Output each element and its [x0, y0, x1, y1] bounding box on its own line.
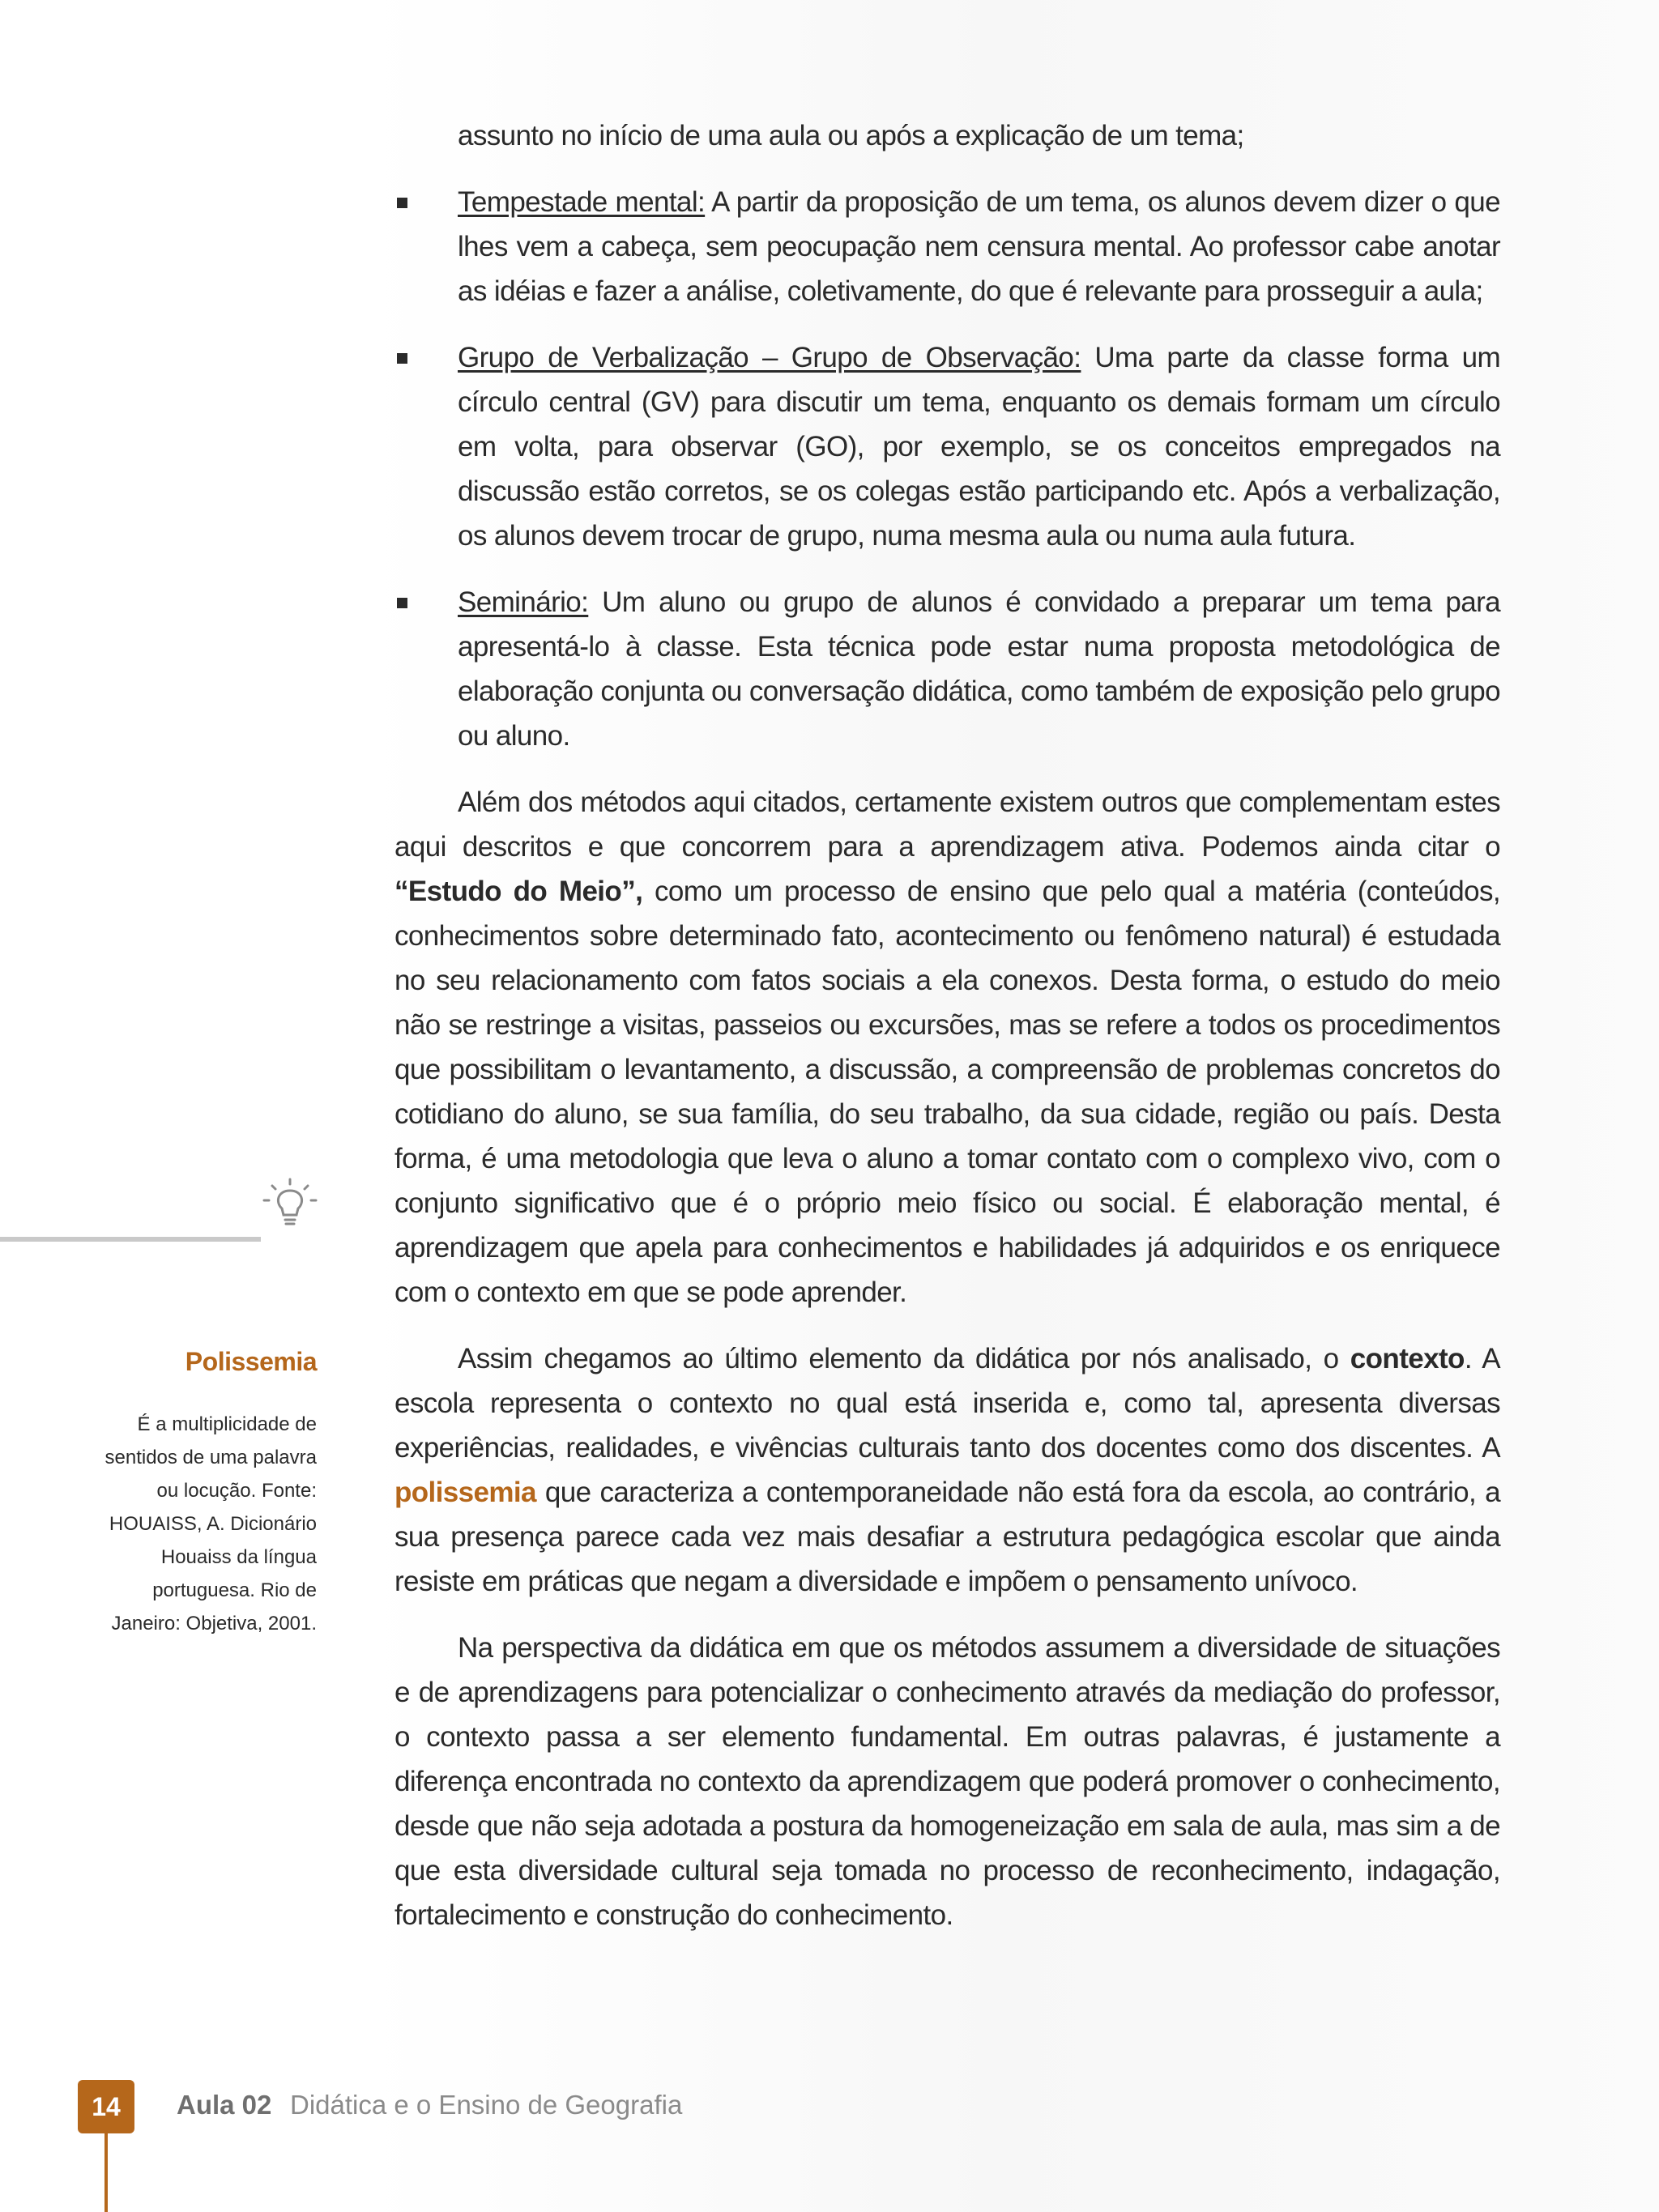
paragraph-perspectiva: Na perspectiva da didática em que os métodos assumem a diversidade de situações e de aprendizagens para potencializar o conhecimento através da mediação do professor, o contexto passa a ser elemento fundamental. Em outras palavras, é justamente a diferença encontrada no contexto da aprendizagem que poderá promover o conhecimento, desde que não seja adotada a postura da homogeneização em sala de aula, mas sim a de que esta diversidade cultural seja tomada no processo de reconhecimento, indagação, fortalecimento e construção do conhecimento.	[394, 1632, 1500, 1931]
bullet-square-icon	[397, 598, 407, 608]
bullet-square-icon	[397, 353, 407, 364]
bullet-term: Tempestade mental:	[458, 186, 706, 218]
sidebar-rule	[0, 1237, 261, 1242]
bullet-text: Um aluno ou grupo de alunos é convidado a preparar um tema para apresentá-lo à classe. Esta técnica pode estar numa proposta metodológica de elaboração conjunta ou conversação didática, como também de exposição pelo grupo ou aluno.	[458, 586, 1500, 752]
footer-accent-line	[104, 2122, 108, 2212]
paragraph-text: Assim chegamos ao último elemento da didática por nós analisado, o	[458, 1343, 1350, 1375]
bullet-text: A partir da proposição de um tema, os alunos devem dizer o que lhes vem a cabeça, sem peocupação nem censura mental. Ao professor cabe anotar as idéias e fazer a análise, coletivamente, do que é relevante para prosseguir a aula;	[458, 186, 1500, 307]
paragraph-text: Além dos métodos aqui citados, certamente existem outros que complementam estes aqui descritos e que concorrem para a aprendizagem ativa. Podemos ainda citar o	[394, 786, 1500, 863]
glossary-term-polissemia: polissemia	[394, 1477, 536, 1508]
footer-course-title: Didática e o Ensino de Geografia	[290, 2090, 683, 2120]
paragraph-text: que caracteriza a contemporaneidade não está fora da escola, ao contrário, a sua presença parece cada vez mais desafiar a estrutura pedagógica escolar que ainda resiste em práticas que negam a diversidade e impõem o pensamento unívoco.	[394, 1477, 1500, 1597]
paragraph-text: . A escola representa o contexto no qual está inserida e, como tal, apresenta diversas experiências, realidades, e vivências culturais tanto dos docentes como dos discentes. A	[394, 1343, 1500, 1464]
paragraph-contexto	[394, 1336, 1500, 1604]
bold-term-estudo-do-meio: “Estudo do Meio”,	[394, 876, 643, 907]
paragraph-estudo-do-meio	[394, 780, 1500, 1315]
bullet-term: Grupo de Verbalização – Grupo de Observação:	[458, 342, 1081, 373]
footer-lesson: Aula 02	[177, 2090, 272, 2120]
page-number: 14	[78, 2080, 134, 2133]
sidebar-definition: É a multiplicidade de sentidos de uma palavra ou locução. Fonte: HOUAISS, A. Dicionário Houaiss da língua portuguesa. Rio de Janeiro: Objetiva, 2001.	[104, 1413, 317, 1634]
bullet-text: Uma parte da classe forma um círculo central (GV) para discutir um tema, enquanto os demais formam um círculo em volta, para observar (GO), por exemplo, se os conceitos empregados na discussão estão corretos, se os colegas estão participando etc. Após a verbalização, os alunos devem trocar de grupo, numa mesma aula ou numa aula futura.	[458, 342, 1501, 552]
bullet-tempestade-mental	[394, 180, 1500, 313]
paragraph-text: como um processo de ensino que pelo qual a matéria (conteúdos, conhecimentos sobre determinado fato, acontecimento ou fenômeno natural) é estudada no seu relacionamento com fatos sociais a ela conexos. Desta forma, o estudo do meio não se restringe a visitas, passeios ou excursões, mas se refere a todos os procedimentos que possibilitam o levantamento, a discussão, a compreensão de problemas concretos do cotidiano do aluno, se sua família, do seu trabalho, da sua cidade, região ou país. Desta forma, é uma metodologia que leva o aluno a tomar contato com o complexo vivo, com o conjunto significativo que é o próprio meio físico ou social. É elaboração mental, é aprendizagem que apela para conhecimentos e habilidades já adquiridos e os enriquece com o contexto em que se pode aprender.	[394, 876, 1501, 1308]
bullet-seminario	[394, 580, 1500, 758]
bold-term-contexto: contexto	[1350, 1343, 1465, 1375]
bullet-grupo-verbalizacao	[394, 335, 1500, 558]
main-text	[394, 113, 1500, 1959]
bullet-term: Seminário:	[458, 586, 589, 618]
bullet-square-icon	[397, 198, 407, 208]
sidebar-title: Polissemia	[185, 1347, 317, 1376]
lightbulb-icon	[261, 1176, 319, 1234]
continuation-text: assunto no início de uma aula ou após a explicação de um tema;	[458, 120, 1244, 151]
